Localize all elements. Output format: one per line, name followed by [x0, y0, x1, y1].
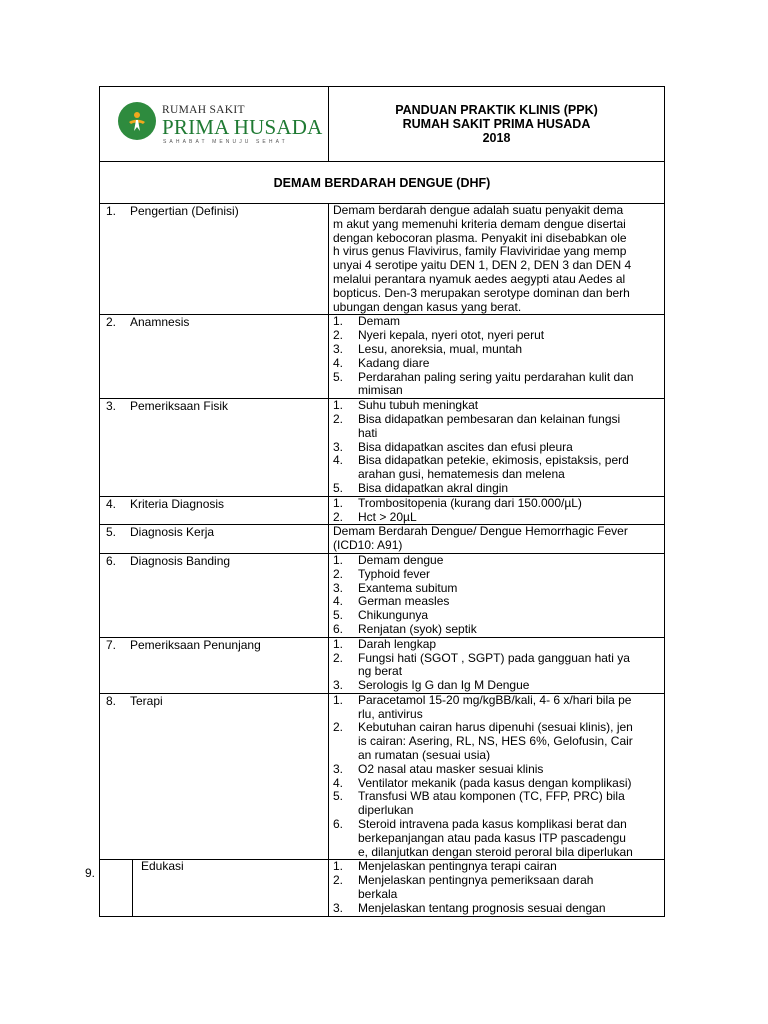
section-label-text: Anamnesis	[130, 315, 190, 330]
list-number: 6.	[333, 621, 344, 636]
education-label: Edukasi	[141, 859, 184, 874]
section-number: 4.	[106, 496, 117, 511]
list-item	[333, 860, 660, 874]
paragraph-line: h virus genus Flavivirus, family Flaviviridae yang memp	[333, 244, 627, 259]
title-line: 2018	[482, 131, 511, 145]
list-text: Bisa didapatkan ascites dan efusi pleura	[358, 439, 573, 454]
list-text: is cairan: Asering, RL, NS, HES 6%, Gelofusin, Cair	[358, 734, 633, 749]
section-label	[100, 553, 329, 637]
section-number: 6.	[106, 553, 117, 568]
list-item	[333, 609, 660, 623]
paragraph-line: (ICD10: A91)	[333, 538, 403, 553]
list-item	[333, 371, 660, 399]
numbered-list	[333, 315, 660, 398]
list-text: an rumatan (sesuai usia)	[358, 748, 491, 763]
list-item	[333, 482, 660, 496]
list-item	[333, 343, 660, 357]
numbered-list	[333, 694, 660, 860]
list-item	[333, 818, 660, 859]
section-content	[329, 525, 665, 554]
list-text: Bisa didapatkan petekie, ekimosis, epistaksis, perd	[358, 453, 629, 468]
disease-title: DEMAM BERDARAH DENGUE (DHF)	[100, 162, 665, 204]
list-item	[333, 679, 660, 693]
document-title	[329, 87, 665, 162]
list-item	[333, 694, 660, 722]
numbered-list	[333, 497, 660, 525]
numbered-list	[333, 860, 660, 915]
logo-cell	[100, 87, 329, 162]
list-text: arahan gusi, hematemesis dan melena	[358, 467, 565, 482]
section-content	[329, 637, 665, 693]
list-number: 2.	[333, 566, 344, 581]
list-text: diperlukan	[358, 803, 414, 818]
list-text: hati	[358, 425, 378, 440]
section-label-text: Terapi	[130, 693, 163, 708]
list-number: 3.	[333, 678, 344, 693]
list-number: 4.	[333, 775, 344, 790]
section-row	[100, 553, 665, 637]
list-text: Trombositopenia (kurang dari 150.000/µL)	[358, 495, 582, 510]
list-text: Typhoid fever	[358, 566, 431, 581]
list-text: Menjelaskan tentang prognosis sesuai dengan	[358, 900, 606, 915]
list-text: Steroid intravena pada kasus komplikasi berat dan	[358, 817, 627, 832]
list-text: Hct > 20µL	[358, 509, 417, 524]
list-item	[333, 329, 660, 343]
list-number: 3.	[333, 439, 344, 454]
paragraph-line: dengan kebocoran plasma. Penyakit ini disebabkan ole	[333, 230, 627, 245]
list-number: 1.	[333, 314, 344, 329]
logo-small-text: RUMAH SAKIT	[162, 104, 245, 116]
list-item	[333, 357, 660, 371]
logo-main-text: PRIMA HUSADA	[162, 115, 323, 139]
list-number: 3.	[333, 900, 344, 915]
list-number: 2.	[333, 650, 344, 665]
section-row	[100, 693, 665, 860]
list-item	[333, 315, 660, 329]
list-number: 1.	[333, 398, 344, 413]
list-item	[333, 441, 660, 455]
title-line: RUMAH SAKIT PRIMA HUSADA	[402, 117, 591, 131]
paragraph-line: Demam Berdarah Dengue/ Dengue Hemorrhagic Fever	[333, 524, 628, 539]
section-row	[100, 315, 665, 399]
list-text: Renjatan (syok) septik	[358, 621, 477, 636]
logo-figure-icon	[125, 110, 149, 134]
education-label-cell	[100, 860, 329, 916]
numbered-list	[333, 399, 660, 496]
section-label	[100, 693, 329, 860]
list-item	[333, 763, 660, 777]
list-text: Kadang diare	[358, 355, 430, 370]
list-number: 1.	[333, 636, 344, 651]
ppk-document	[99, 86, 664, 917]
list-number: 6.	[333, 817, 344, 832]
list-text: Darah lengkap	[358, 636, 437, 651]
section-content	[329, 204, 665, 315]
list-text: German measles	[358, 594, 450, 609]
list-item	[333, 511, 660, 525]
list-text: Ventilator mekanik (pada kasus dengan komplikasi)	[358, 775, 632, 790]
list-text: Perdarahan paling sering yaitu perdarahan kulit dan	[358, 369, 634, 384]
section-paragraph	[333, 204, 660, 314]
list-item	[333, 497, 660, 511]
education-number: 9.	[85, 866, 96, 880]
paragraph-line: unyai 4 serotipe yaitu DEN 1, DEN 2, DEN 3 dan DEN 4	[333, 258, 632, 273]
hospital-logo	[118, 101, 323, 149]
section-label	[100, 315, 329, 399]
section-label	[100, 525, 329, 554]
section-label-text: Pengertian (Definisi)	[130, 204, 239, 218]
list-item	[333, 595, 660, 609]
list-item	[333, 454, 660, 482]
list-item	[333, 874, 660, 902]
section-content	[329, 399, 665, 497]
list-number: 4.	[333, 453, 344, 468]
section-label	[100, 637, 329, 693]
section-content	[329, 496, 665, 525]
section-content	[329, 693, 665, 860]
list-text: Bisa didapatkan pembesaran dan kelainan fungsi	[358, 411, 621, 426]
list-text: Suhu tubuh meningkat	[358, 398, 479, 413]
list-text: Transfusi WB atau komponen (TC, FFP, PRC) bila	[358, 789, 625, 804]
list-item	[333, 413, 660, 441]
list-number: 4.	[333, 594, 344, 609]
list-item	[333, 399, 660, 413]
education-row	[100, 860, 665, 916]
list-text: Fungsi hati (SGOT , SGPT) pada gangguan hati ya	[358, 650, 630, 665]
list-text: rlu, antivirus	[358, 706, 423, 721]
education-content	[329, 860, 665, 916]
list-text: Paracetamol 15-20 mg/kgBB/kali, 4- 6 x/hari bila pe	[358, 692, 632, 707]
section-row	[100, 525, 665, 554]
section-number: 2.	[106, 315, 117, 330]
list-number: 4.	[333, 355, 344, 370]
list-item	[333, 582, 660, 596]
list-item	[333, 790, 660, 818]
list-text: Demam	[358, 314, 401, 329]
list-item	[333, 652, 660, 680]
list-text: berkala	[358, 887, 398, 902]
list-text: Lesu, anoreksia, mual, muntah	[358, 341, 523, 356]
section-number: 5.	[106, 525, 117, 540]
numbered-list	[333, 554, 660, 637]
list-item	[333, 902, 660, 916]
list-text: Bisa didapatkan akral dingin	[358, 480, 509, 495]
list-item	[333, 777, 660, 791]
section-row	[100, 204, 665, 315]
list-number: 2.	[333, 509, 344, 524]
section-label-text: Diagnosis Kerja	[130, 525, 215, 540]
list-number: 5.	[333, 608, 344, 623]
section-row	[100, 637, 665, 693]
ppk-table	[99, 86, 665, 917]
section-label-text: Kriteria Diagnosis	[130, 496, 225, 511]
list-text: Kebutuhan cairan harus dipenuhi (sesuai klinis), jen	[358, 720, 633, 735]
inner-divider	[132, 859, 133, 916]
list-text: Demam dengue	[358, 552, 444, 567]
section-content	[329, 315, 665, 399]
section-number: 1.	[106, 204, 117, 218]
list-text: Exantema subitum	[358, 580, 458, 595]
list-number: 1.	[333, 552, 344, 567]
list-number: 5.	[333, 480, 344, 495]
list-number: 1.	[333, 859, 344, 874]
list-number: 3.	[333, 341, 344, 356]
section-paragraph	[333, 525, 660, 553]
numbered-list	[333, 638, 660, 693]
section-label	[100, 399, 329, 497]
title-line: PANDUAN PRAKTIK KLINIS (PPK)	[395, 103, 598, 117]
list-number: 5.	[333, 369, 344, 384]
list-number: 2.	[333, 873, 344, 888]
list-text: Chikungunya	[358, 608, 429, 623]
disease-title-row	[100, 162, 665, 204]
logo-emblem-icon	[118, 102, 156, 140]
list-number: 2.	[333, 411, 344, 426]
list-number: 2.	[333, 720, 344, 735]
list-text: Menjelaskan pentingnya terapi cairan	[358, 859, 557, 874]
paragraph-line: ubungan dengan kasus yang berat.	[333, 299, 522, 314]
list-text: O2 nasal atau masker sesuai klinis	[358, 761, 544, 776]
list-text: Serologis Ig G dan Ig M Dengue	[358, 678, 530, 693]
list-text: mimisan	[358, 383, 403, 398]
list-text: berkepanjangan atau pada kasus ITP pascadengu	[358, 830, 626, 845]
section-number: 3.	[106, 399, 117, 414]
list-text: e, dilanjutkan dengan steroid peroral bila diperlukan	[358, 844, 633, 859]
section-label-text: Pemeriksaan Fisik	[130, 399, 229, 414]
list-number: 3.	[333, 580, 344, 595]
logo-tagline: SAHABAT MENUJU SEHAT	[163, 139, 288, 145]
list-item	[333, 623, 660, 637]
section-number: 8.	[106, 693, 117, 708]
list-item	[333, 568, 660, 582]
list-number: 5.	[333, 789, 344, 804]
section-label-text: Pemeriksaan Penunjang	[130, 637, 261, 652]
paragraph-line: m akut yang memenuhi kriteria demam dengue disertai	[333, 216, 626, 231]
list-text: ng berat	[358, 664, 403, 679]
section-row	[100, 399, 665, 497]
section-label	[100, 496, 329, 525]
list-item	[333, 721, 660, 762]
list-item	[333, 638, 660, 652]
list-item	[333, 554, 660, 568]
list-number: 3.	[333, 761, 344, 776]
paragraph-line: Demam berdarah dengue adalah suatu penyakit dema	[333, 203, 624, 217]
section-row	[100, 496, 665, 525]
paragraph-line: bopticus. Den-3 merupakan serotype dominan dan berh	[333, 285, 630, 300]
section-number: 7.	[106, 637, 117, 652]
section-label	[100, 204, 329, 315]
list-text: Nyeri kepala, nyeri otot, nyeri perut	[358, 328, 545, 343]
list-text: Menjelaskan pentingnya pemeriksaan darah	[358, 873, 594, 888]
section-label-text: Diagnosis Banding	[130, 553, 231, 568]
header-row	[100, 87, 665, 162]
list-number: 1.	[333, 495, 344, 510]
paragraph-line: melalui perantara nyamuk aedes aegypti atau Aedes al	[333, 271, 626, 286]
list-number: 1.	[333, 692, 344, 707]
section-content	[329, 553, 665, 637]
list-number: 2.	[333, 328, 344, 343]
